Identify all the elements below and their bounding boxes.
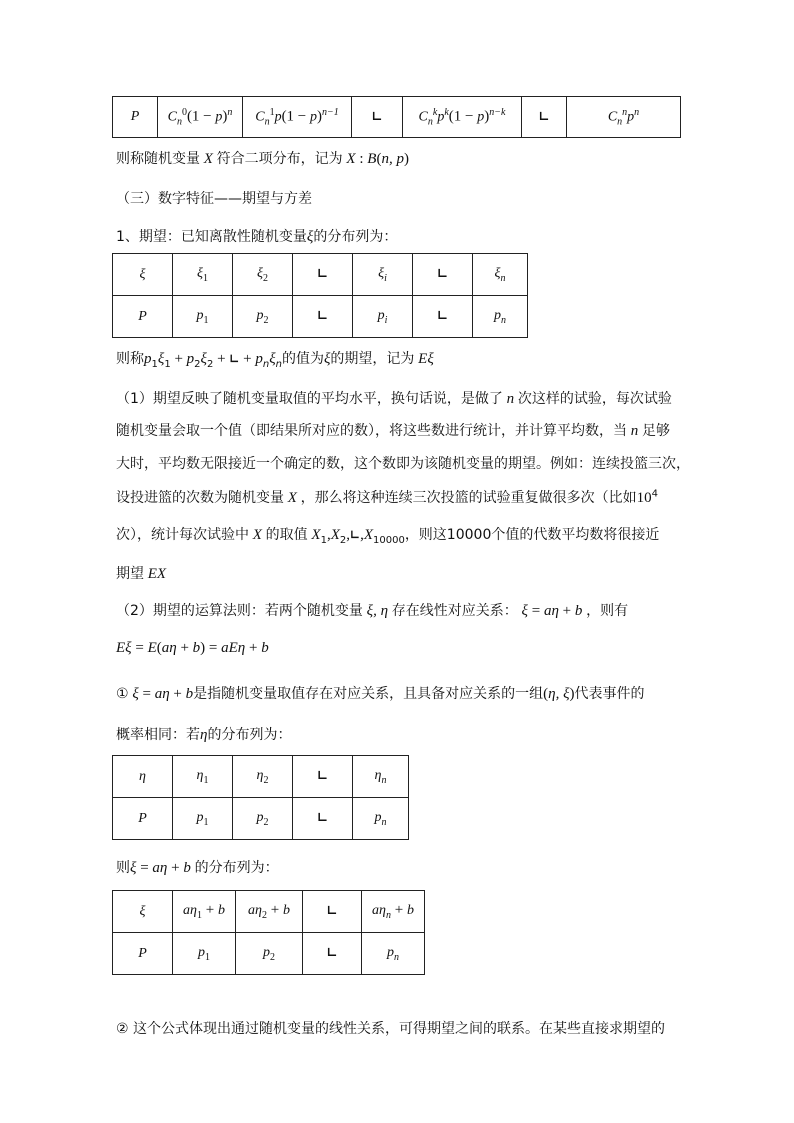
- cell-xi1: $\xi_1$: [173, 254, 233, 296]
- rule-formula: Eξ = E(aη + b) = aEη + b: [116, 640, 269, 656]
- cell-ellipsis: ∟: [352, 97, 403, 138]
- section-heading: （三）数字特征——期望与方差: [116, 191, 312, 207]
- paragraph-line: 期望 EX: [116, 566, 167, 582]
- cell-c1: $C_n^1p(1 - p)^{n-1}$: [243, 97, 352, 138]
- cell-c0: $C_n^0(1 - p)^n$: [158, 97, 243, 138]
- cell-cn: $C_n^np^n$: [567, 97, 681, 138]
- comment-two: ② 这个公式体现出通过随机变量的线性关系，可得期望之间的联系。在某些直接求期望的: [116, 1021, 665, 1037]
- cell-ellipsis: ∟: [413, 254, 473, 296]
- cell-etan: $\eta_n$: [353, 756, 409, 798]
- cell-a-eta1-b: $a\eta_1 + b$: [173, 891, 236, 933]
- cell-p1: $p_1$: [173, 798, 233, 840]
- cell-p: P: [113, 97, 158, 138]
- cell-ellipsis: ∟: [293, 756, 353, 798]
- paragraph-line: 大时，平均数无限接近一个确定的数，这个数即为该随机变量的期望。例如：连续投篮三次，: [116, 456, 690, 472]
- binomial-note: 则称随机变量 X 符合二项分布，记为 X : B(n, p): [116, 151, 409, 167]
- cell-pn: $p_n$: [362, 933, 425, 975]
- cell-ellipsis: ∟: [413, 296, 473, 338]
- cell-ellipsis: ∟: [293, 798, 353, 840]
- cell-p1: $p_1$: [173, 296, 233, 338]
- cell-xi: ξ: [113, 254, 173, 296]
- cell-p: P: [113, 296, 173, 338]
- expectation-intro: 1、期望：已知离散性随机变量ξ的分布列为：: [116, 229, 398, 245]
- cell-eta2: $\eta_2$: [233, 756, 293, 798]
- cell-pn: $p_n$: [353, 798, 409, 840]
- cell-p1: $p_1$: [173, 933, 236, 975]
- cell-p2: $p_2$: [236, 933, 303, 975]
- cell-eta1: $\eta_1$: [173, 756, 233, 798]
- cell-ellipsis: ∟: [293, 296, 353, 338]
- cell-ellipsis: ∟: [522, 97, 567, 138]
- cell-p: P: [113, 933, 173, 975]
- comment-one-cont: 概率相同：若η的分布列为：: [116, 727, 292, 743]
- cell-p2: $p_2$: [233, 296, 293, 338]
- cell-a-etan-b: $a\eta_n + b$: [362, 891, 425, 933]
- cell-xin: $\xi_n$: [473, 254, 528, 296]
- cell-ellipsis: ∟: [303, 891, 362, 933]
- paragraph-line: 设投进篮的次数为随机变量 X ，那么将这种连续三次投篮的试验重复做很多次（比如$10^4$: [116, 488, 659, 506]
- cell-xi: ξ: [113, 891, 173, 933]
- paragraph-line: 次），统计每次试验中 X 的取值 $X_1,X_2,∟,X_{10000}$，则这10000个值的代数平均数将很接近: [116, 527, 660, 546]
- binomial-distribution-table: [112, 96, 681, 138]
- xi-distribution-table: [112, 253, 528, 338]
- cell-xi2: $\xi_2$: [233, 254, 293, 296]
- rule-line: （2）期望的运算法则：若两个随机变量 ξ, η 存在线性对应关系： ξ = aη + b ，则有: [116, 603, 629, 619]
- eta-distribution-table: [112, 755, 409, 840]
- expectation-definition: 则称$p_1\xi_1 + p_2\xi_2$ + ∟ + $p_n\xi_n$的值为ξ的期望，记为 Eξ: [116, 351, 434, 370]
- xi-distribution-intro: 则ξ = aη + b 的分布列为：: [116, 860, 279, 876]
- comment-one: ① ξ = aη + b是指随机变量取值存在对应关系，且具备对应关系的一组(η, ξ)代表事件的: [116, 686, 645, 702]
- cell-p2: $p_2$: [233, 798, 293, 840]
- cell-eta: η: [113, 756, 173, 798]
- cell-pn: $p_n$: [473, 296, 528, 338]
- paragraph-line: （1）期望反映了随机变量取值的平均水平，换句话说，是做了 n 次这样的试验，每次试验: [116, 391, 672, 407]
- cell-p: P: [113, 798, 173, 840]
- cell-ck: $C_n^kp^k(1 - p)^{n-k}$: [403, 97, 522, 138]
- cell-ellipsis: ∟: [293, 254, 353, 296]
- cell-pi: $p_i$: [353, 296, 413, 338]
- cell-ellipsis: ∟: [303, 933, 362, 975]
- cell-xii: $\xi_i$: [353, 254, 413, 296]
- cell-a-eta2-b: $a\eta_2 + b$: [236, 891, 303, 933]
- paragraph-line: 随机变量会取一个值（即结果所对应的数），将这些数进行统计，并计算平均数，当 n 足够: [116, 423, 670, 439]
- linear-distribution-table: [112, 890, 425, 975]
